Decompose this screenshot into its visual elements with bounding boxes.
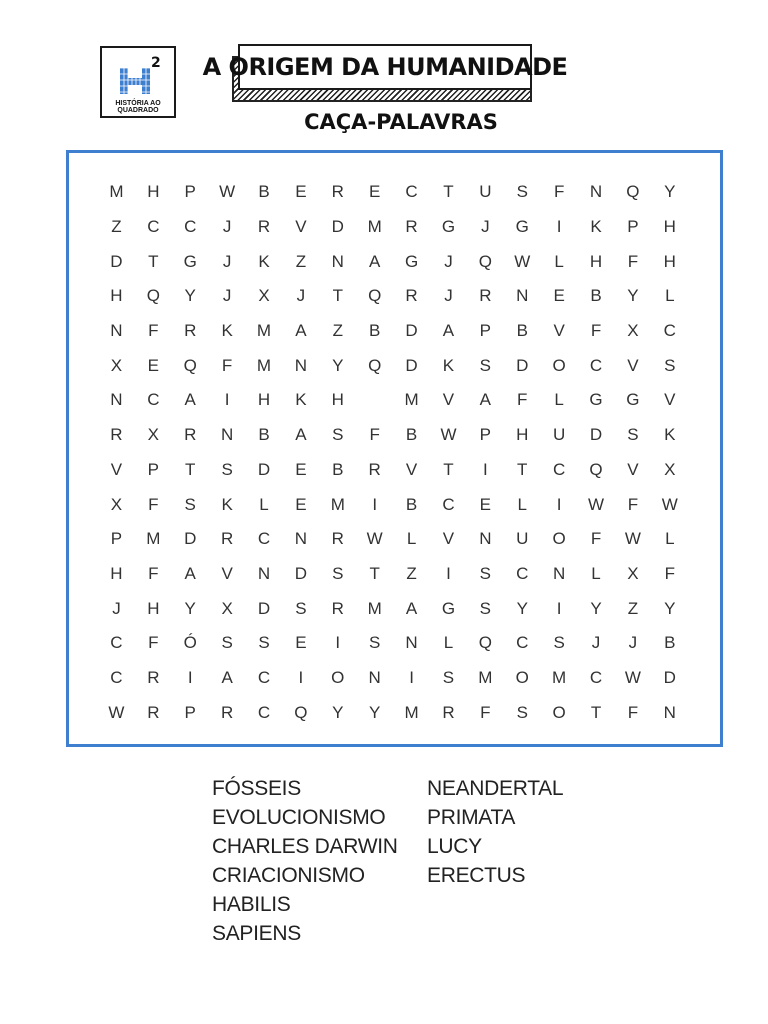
grid-letter[interactable]: L <box>406 529 417 549</box>
grid-letter[interactable]: F <box>148 321 159 341</box>
grid-letter[interactable]: D <box>257 598 271 618</box>
grid-letter[interactable]: A <box>442 321 455 341</box>
grid-letter[interactable]: N <box>110 390 123 410</box>
grid-letter[interactable]: A <box>184 563 196 583</box>
grid-letter[interactable]: S <box>479 355 492 375</box>
word-list-column-2 <box>427 774 563 890</box>
grid-letter[interactable]: M <box>330 494 345 514</box>
grid-letter[interactable]: B <box>664 633 676 653</box>
grid-letter[interactable]: S <box>553 633 565 653</box>
grid-letter[interactable]: N <box>294 529 308 549</box>
grid-letter[interactable]: F <box>664 563 675 583</box>
word-list-item: HABILIS <box>212 893 291 916</box>
grid-letter[interactable]: F <box>627 494 639 514</box>
grid-letter[interactable]: Y <box>664 182 676 202</box>
grid-letter[interactable]: Z <box>111 217 122 237</box>
logo-caption-line2: QUADRADO <box>117 107 159 114</box>
grid-letter[interactable]: Q <box>368 286 382 306</box>
grid-letter[interactable]: Z <box>627 598 639 618</box>
grid-letter[interactable]: M <box>256 321 272 341</box>
grid-letter[interactable]: X <box>110 355 123 375</box>
grid-letter[interactable]: H <box>257 390 271 410</box>
word-list-item: CRIACIONISMO <box>212 864 365 887</box>
grid-letter[interactable]: I <box>335 633 341 653</box>
grid-letter[interactable]: R <box>147 702 160 722</box>
grid-letter[interactable]: S <box>332 563 344 583</box>
grid-letter[interactable]: M <box>552 667 567 687</box>
grid-letter[interactable]: X <box>664 459 676 479</box>
grid-letter[interactable]: W <box>440 425 457 445</box>
grid-letter[interactable]: W <box>366 529 383 549</box>
grid-letter[interactable]: X <box>627 563 639 583</box>
grid-letter[interactable]: C <box>405 182 418 202</box>
title-banner-box <box>202 44 568 90</box>
grid-letter[interactable]: J <box>222 217 232 237</box>
grid-letter[interactable]: M <box>109 182 124 202</box>
grid-letter[interactable]: F <box>627 251 639 271</box>
grid-letter[interactable]: C <box>516 633 529 653</box>
word-list-item: NEANDERTAL <box>427 777 564 800</box>
grid-letter[interactable]: Q <box>589 459 603 479</box>
grid-letter[interactable]: Y <box>184 286 196 306</box>
grid-letter[interactable]: C <box>552 459 566 479</box>
grid-letter[interactable]: H <box>147 182 160 202</box>
grid-letter[interactable]: S <box>184 494 196 514</box>
grid-letter[interactable]: Z <box>332 321 343 341</box>
grid-letter[interactable]: H <box>147 598 160 618</box>
grid-letter[interactable]: T <box>517 459 528 479</box>
grid-letter[interactable]: L <box>259 494 269 514</box>
grid-letter[interactable]: F <box>148 563 159 583</box>
logo-h-mark-icon <box>116 54 162 94</box>
grid-letter[interactable]: I <box>446 563 451 583</box>
grid-letter[interactable]: B <box>405 494 418 514</box>
grid-letter[interactable]: B <box>590 286 602 306</box>
grid-letter[interactable]: C <box>589 355 603 375</box>
page-title: A ORIGEM DA HUMANIDADE <box>202 53 568 81</box>
grid-letter[interactable]: V <box>295 217 307 237</box>
grid-letter[interactable]: I <box>409 667 414 687</box>
grid-letter[interactable] <box>356 383 393 418</box>
grid-letter[interactable]: C <box>442 494 455 514</box>
grid-letter[interactable]: H <box>663 217 676 237</box>
grid-letter[interactable]: U <box>479 182 492 202</box>
grid-letter[interactable]: A <box>295 321 307 341</box>
grid-letter[interactable]: B <box>332 459 344 479</box>
grid-letter[interactable]: E <box>147 355 159 375</box>
grid-letter[interactable]: D <box>589 425 603 445</box>
grid-letter[interactable]: S <box>442 667 455 687</box>
grid-letter[interactable]: S <box>627 425 639 445</box>
grid-letter[interactable]: R <box>479 286 492 306</box>
grid-letter[interactable]: V <box>442 390 455 410</box>
grid-letter[interactable]: K <box>221 494 233 514</box>
grid-letter[interactable]: H <box>516 425 529 445</box>
grid-letter[interactable]: F <box>590 529 602 549</box>
grid-letter[interactable]: K <box>295 390 307 410</box>
grid-letter[interactable]: F <box>590 321 602 341</box>
grid-letter[interactable]: L <box>665 286 675 306</box>
grid-letter[interactable]: D <box>294 563 308 583</box>
grid-letter[interactable]: F <box>627 702 639 722</box>
grid-letter[interactable]: A <box>221 667 233 687</box>
word-list-item: CHARLES DARWIN <box>212 835 398 858</box>
grid-letter[interactable]: P <box>110 529 123 549</box>
grid-letter[interactable]: S <box>221 633 233 653</box>
grid-letter[interactable]: N <box>663 702 676 722</box>
grid-letter[interactable]: G <box>441 598 456 618</box>
grid-letter[interactable]: D <box>405 355 418 375</box>
grid-letter[interactable]: W <box>624 667 641 687</box>
grid-letter[interactable]: S <box>221 459 233 479</box>
grid-letter[interactable]: A <box>479 390 492 410</box>
grid-letter[interactable]: N <box>589 182 603 202</box>
grid-letter[interactable]: F <box>148 633 159 653</box>
grid-letter[interactable]: D <box>663 667 676 687</box>
grid-letter[interactable]: V <box>553 321 565 341</box>
grid-letter[interactable]: C <box>257 529 271 549</box>
grid-letter[interactable]: J <box>112 598 121 618</box>
grid-letter[interactable]: C <box>184 217 197 237</box>
grid-letter[interactable]: G <box>515 217 529 237</box>
grid-letter[interactable]: M <box>367 217 382 237</box>
grid-letter[interactable]: C <box>257 667 271 687</box>
grid-letter[interactable]: I <box>482 459 488 479</box>
grid-letter[interactable]: J <box>222 251 232 271</box>
grid-letter[interactable]: J <box>444 286 453 306</box>
grid-letter[interactable]: T <box>332 286 343 306</box>
logo-caption-line1: HISTÓRIA AO <box>115 100 161 107</box>
grid-letter[interactable]: V <box>110 459 123 479</box>
grid-letter[interactable]: D <box>110 251 123 271</box>
word-list-item: SAPIENS <box>212 922 301 945</box>
grid-letter[interactable]: C <box>516 563 529 583</box>
grid-letter[interactable]: J <box>296 286 306 306</box>
grid-letter[interactable]: M <box>478 667 493 687</box>
history-logo <box>100 46 176 118</box>
word-list-item: PRIMATA <box>427 806 516 829</box>
grid-letter[interactable]: L <box>591 563 601 583</box>
grid-letter[interactable]: P <box>184 702 196 722</box>
grid-letter[interactable]: B <box>369 321 381 341</box>
grid-letter[interactable]: B <box>258 182 270 202</box>
grid-letter[interactable]: T <box>369 563 380 583</box>
grid-letter[interactable]: W <box>624 529 641 549</box>
grid-letter[interactable]: R <box>257 217 271 237</box>
grid-letter[interactable]: I <box>556 598 562 618</box>
grid-letter[interactable]: I <box>298 667 304 687</box>
grid-letter[interactable]: W <box>514 251 531 271</box>
grid-letter[interactable]: L <box>517 494 527 514</box>
grid-letter[interactable]: F <box>148 494 159 514</box>
grid-letter[interactable]: Y <box>590 598 602 618</box>
grid-letter[interactable]: I <box>224 390 230 410</box>
grid-letter[interactable]: D <box>184 529 197 549</box>
grid-letter[interactable]: A <box>184 390 196 410</box>
grid-letter[interactable]: P <box>479 321 492 341</box>
svg-text:2: 2 <box>151 55 161 71</box>
grid-letter[interactable]: G <box>589 390 603 410</box>
grid-letter[interactable]: P <box>627 217 639 237</box>
grid-letter[interactable]: Y <box>516 598 528 618</box>
grid-letter[interactable]: N <box>110 321 123 341</box>
grid-letter[interactable]: J <box>628 633 638 653</box>
word-list-item: FÓSSEIS <box>212 777 301 800</box>
grid-letter[interactable]: Q <box>368 355 382 375</box>
word-list-column-1 <box>212 774 398 948</box>
title-banner <box>202 42 568 106</box>
grid-letter[interactable]: V <box>442 529 455 549</box>
grid-letter[interactable]: R <box>405 286 418 306</box>
grid-letter[interactable]: M <box>256 355 272 375</box>
grid-letter[interactable]: S <box>295 598 307 618</box>
grid-letter[interactable]: T <box>590 702 602 722</box>
grid-letter[interactable]: C <box>147 217 160 237</box>
grid-letter[interactable]: H <box>589 251 603 271</box>
grid-letter[interactable]: N <box>405 633 418 653</box>
grid-letter[interactable]: S <box>332 425 344 445</box>
grid-letter[interactable]: M <box>404 702 419 722</box>
grid-letter[interactable]: L <box>665 529 675 549</box>
grid-letter[interactable]: H <box>110 563 123 583</box>
grid-letter[interactable]: R <box>184 425 197 445</box>
grid-letter[interactable]: B <box>516 321 528 341</box>
grid-letter[interactable]: F <box>480 702 491 722</box>
grid-letter[interactable]: D <box>405 321 418 341</box>
grid-letter[interactable]: E <box>295 459 307 479</box>
grid-letter[interactable]: D <box>257 459 271 479</box>
grid-letter[interactable]: S <box>664 355 676 375</box>
grid-letter[interactable]: M <box>146 529 161 549</box>
grid-letter[interactable]: A <box>295 425 307 445</box>
grid-letter[interactable]: F <box>517 390 528 410</box>
grid-letter[interactable]: E <box>553 286 565 306</box>
grid-letter[interactable]: C <box>589 667 603 687</box>
grid-letter[interactable]: Ó <box>183 633 197 653</box>
grid-letter[interactable]: L <box>554 251 564 271</box>
grid-letter[interactable]: C <box>663 321 676 341</box>
grid-letter[interactable]: T <box>185 459 196 479</box>
grid-letter[interactable]: R <box>331 182 344 202</box>
grid-letter[interactable]: K <box>258 251 270 271</box>
page-subtitle: CAÇA-PALAVRAS <box>304 110 498 134</box>
grid-letter[interactable]: E <box>295 494 307 514</box>
word-list-item: ERECTUS <box>427 864 526 887</box>
grid-letter[interactable]: N <box>294 355 308 375</box>
grid-letter[interactable]: R <box>220 529 234 549</box>
grid-letter[interactable]: I <box>556 494 562 514</box>
grid-letter[interactable]: P <box>479 425 492 445</box>
grid-letter[interactable]: R <box>184 321 197 341</box>
grid-letter[interactable]: H <box>110 286 123 306</box>
grid-letter[interactable]: V <box>664 390 676 410</box>
grid-letter[interactable]: E <box>369 182 381 202</box>
grid-letter[interactable]: C <box>257 702 271 722</box>
grid-letter[interactable]: R <box>220 702 234 722</box>
grid-letter[interactable]: Z <box>406 563 417 583</box>
word-list-item: LUCY <box>427 835 482 858</box>
grid-letter[interactable]: O <box>515 667 529 687</box>
grid-letter[interactable]: S <box>479 598 492 618</box>
grid-letter[interactable]: C <box>110 633 123 653</box>
grid-letter[interactable]: H <box>331 390 344 410</box>
grid-letter[interactable]: Y <box>332 702 344 722</box>
grid-letter[interactable]: Y <box>184 598 196 618</box>
grid-letter[interactable]: W <box>108 702 125 722</box>
grid-letter[interactable]: K <box>664 425 676 445</box>
grid-letter[interactable]: O <box>552 355 566 375</box>
word-search-grid <box>98 175 688 730</box>
grid-letter[interactable]: E <box>479 494 492 514</box>
grid-letter[interactable]: Y <box>664 598 676 618</box>
grid-letter[interactable]: O <box>552 702 566 722</box>
grid-letter[interactable]: K <box>221 321 233 341</box>
grid-letter[interactable]: E <box>295 633 307 653</box>
grid-letter[interactable]: G <box>404 251 419 271</box>
grid-letter[interactable]: V <box>405 459 418 479</box>
grid-letter[interactable]: S <box>516 702 528 722</box>
grid-letter[interactable]: T <box>148 251 159 271</box>
grid-letter[interactable]: Y <box>627 286 639 306</box>
grid-letter[interactable]: Z <box>295 251 307 271</box>
grid-letter[interactable]: S <box>258 633 270 653</box>
grid-letter[interactable]: J <box>481 217 490 237</box>
grid-letter[interactable]: N <box>220 425 234 445</box>
grid-letter[interactable]: K <box>590 217 602 237</box>
grid-letter[interactable]: F <box>553 182 565 202</box>
grid-letter[interactable]: A <box>369 251 381 271</box>
grid-letter[interactable]: V <box>627 459 639 479</box>
grid-letter[interactable]: X <box>258 286 270 306</box>
grid-letter[interactable]: N <box>331 251 344 271</box>
grid-letter[interactable]: W <box>661 494 678 514</box>
grid-letter[interactable]: K <box>442 355 455 375</box>
grid-letter[interactable]: O <box>552 529 566 549</box>
grid-letter[interactable]: Q <box>478 251 492 271</box>
grid-letter[interactable]: F <box>221 355 233 375</box>
grid-letter[interactable]: M <box>367 598 382 618</box>
grid-letter[interactable]: W <box>219 182 236 202</box>
grid-letter[interactable]: R <box>331 598 344 618</box>
grid-letter[interactable]: N <box>479 529 492 549</box>
grid-letter[interactable]: C <box>110 667 123 687</box>
grid-letter[interactable]: D <box>516 355 529 375</box>
grid-letter[interactable]: X <box>147 425 159 445</box>
grid-letter[interactable]: N <box>552 563 566 583</box>
grid-letter[interactable]: V <box>221 563 233 583</box>
grid-letter[interactable]: U <box>516 529 529 549</box>
grid-letter[interactable]: P <box>147 459 159 479</box>
grid-letter[interactable]: Q <box>478 633 492 653</box>
grid-letter[interactable]: X <box>221 598 233 618</box>
grid-letter[interactable]: N <box>516 286 529 306</box>
grid-letter[interactable]: I <box>556 217 562 237</box>
grid-letter[interactable]: Q <box>294 702 308 722</box>
grid-letter[interactable]: B <box>405 425 418 445</box>
grid-letter[interactable]: R <box>442 702 455 722</box>
grid-letter[interactable]: I <box>372 494 378 514</box>
grid-letter[interactable]: R <box>147 667 160 687</box>
grid-letter[interactable]: U <box>552 425 566 445</box>
grid-letter[interactable]: R <box>331 529 344 549</box>
grid-letter[interactable]: J <box>444 251 453 271</box>
grid-letter[interactable]: E <box>295 182 307 202</box>
grid-letter[interactable]: L <box>443 633 454 653</box>
grid-letter[interactable]: W <box>588 494 605 514</box>
grid-letter[interactable]: X <box>627 321 639 341</box>
grid-letter[interactable]: H <box>663 251 676 271</box>
grid-letter[interactable]: S <box>479 563 492 583</box>
grid-letter[interactable]: R <box>110 425 123 445</box>
grid-letter[interactable]: R <box>368 459 381 479</box>
grid-letter[interactable]: A <box>405 598 418 618</box>
grid-letter[interactable]: N <box>257 563 271 583</box>
grid-letter[interactable]: R <box>405 217 418 237</box>
grid-letter[interactable]: G <box>441 217 456 237</box>
grid-letter[interactable]: Q <box>626 182 640 202</box>
grid-letter[interactable]: S <box>369 633 381 653</box>
grid-letter[interactable]: G <box>626 390 640 410</box>
grid-letter[interactable]: B <box>258 425 270 445</box>
grid-letter[interactable]: P <box>184 182 196 202</box>
grid-letter[interactable]: O <box>331 667 345 687</box>
grid-letter[interactable]: M <box>404 390 419 410</box>
grid-letter[interactable]: T <box>443 459 454 479</box>
grid-letter[interactable]: S <box>516 182 528 202</box>
grid-letter[interactable]: I <box>187 667 193 687</box>
grid-letter[interactable]: J <box>591 633 601 653</box>
grid-letter[interactable]: Y <box>369 702 381 722</box>
grid-letter[interactable]: L <box>554 390 564 410</box>
grid-letter[interactable]: Q <box>146 286 160 306</box>
grid-letter[interactable]: F <box>369 425 380 445</box>
grid-letter[interactable]: X <box>110 494 123 514</box>
grid-letter[interactable]: V <box>627 355 639 375</box>
grid-letter[interactable]: J <box>222 286 232 306</box>
grid-letter[interactable]: Q <box>183 355 197 375</box>
word-list-item: EVOLUCIONISMO <box>212 806 386 829</box>
grid-letter[interactable]: D <box>331 217 344 237</box>
grid-letter[interactable]: C <box>147 390 160 410</box>
grid-letter[interactable]: Y <box>332 355 344 375</box>
grid-letter[interactable]: G <box>183 251 197 271</box>
grid-letter[interactable]: T <box>443 182 454 202</box>
grid-letter[interactable]: N <box>368 667 381 687</box>
